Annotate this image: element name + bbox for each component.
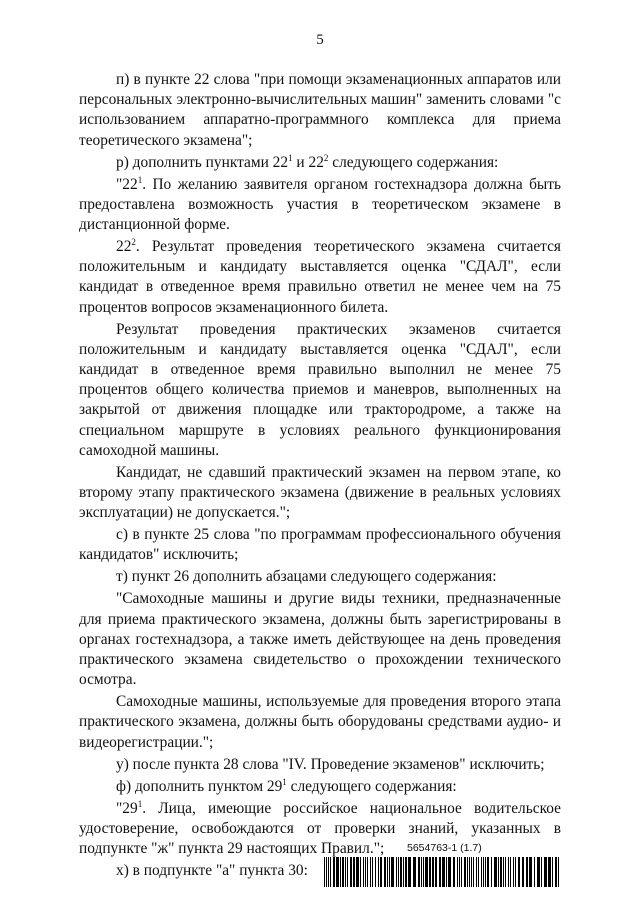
superscript: 1 bbox=[137, 174, 143, 185]
superscript: 2 bbox=[323, 152, 329, 163]
paragraph: п) в пункте 22 слова "при помощи экзаменационных аппаратов или персональных электронно-вычислительных машин" заменить словами "с использованием аппаратно-программного комплекса для приема теоретического экзамена"; bbox=[79, 71, 561, 149]
superscript: 2 bbox=[131, 237, 136, 248]
paragraph: с) в пункте 25 слова "по программам профессионального обучения кандидатов" исключить; bbox=[79, 526, 561, 564]
paragraph: р) дополнить пунктами $22^1$ и $22^2$ следующего содержания: bbox=[116, 152, 499, 171]
paragraph: у) после пункта 28 слова "IV. Проведение экзаменов" исключить; bbox=[116, 755, 545, 773]
superscript: 1 bbox=[288, 152, 293, 163]
paragraph: "Самоходные машины и другие виды техники, предназначенные для приема практического экзамена, должны быть зарегистрированы в органах гостехнадзора, а также иметь действующее на день проведения практического экзамена свидетельство о прохождении технического осмотра. bbox=[79, 590, 561, 689]
superscript: 1 bbox=[282, 776, 287, 787]
paragraph: $22^2$. Результат проведения теоретического экзамена считается положительным и кандидату выставляется оценка "СДАЛ", если кандидат в отведенное время правильно ответил не менее чем на 75 процентов вопросов экзаменационного билета. bbox=[79, 237, 561, 316]
barcode bbox=[324, 857, 562, 887]
paragraph: "$22^1$. По желанию заявителя органом гостехнадзора должна быть предоставлена возможность участия в теоретическом экзамене в дистанционной форме. bbox=[79, 174, 561, 234]
paragraph: Самоходные машины, используемые для проведения второго этапа практического экзамена, должны быть оборудованы средствами аудио- и видеорегистрации."; bbox=[79, 693, 561, 751]
paragraph: х) в подпункте "а" пункта 30: bbox=[116, 862, 308, 880]
paragraph: Результат проведения практических экзаменов считается положительным и кандидату выставляется оценка "СДАЛ", если кандидат в отведенное время правильно выполнил не менее 75 процентов общего количества приемов и маневров, выполненных на закрытой от движения площадке или трактородроме, а также на специальном маршруте в условиях реального функционирования самоходной машины. bbox=[79, 320, 561, 459]
document-code: 5654763-1 (1.7) bbox=[407, 842, 482, 854]
paragraph: Кандидат, не сдавший практический экзамен на первом этапе, ко второму этапу практического экзамена (движение в реальных условиях эксплуатации) не допускается."; bbox=[79, 463, 561, 522]
superscript: 1 bbox=[137, 798, 143, 809]
paragraph: "$29^1$. Лица, имеющие российское национальное водительское удостоверение, освобождаются от проверки знаний, указанных в подпункте "ж" пункта 29 настоящих Правил."; bbox=[79, 798, 561, 858]
document-body bbox=[79, 70, 561, 883]
paragraph: т) пункт 26 дополнить абзацами следующего содержания: bbox=[116, 568, 497, 586]
paragraph: ф) дополнить пунктом $29^1$ следующего содержания: bbox=[116, 776, 457, 795]
page-number: 5 bbox=[316, 32, 324, 48]
